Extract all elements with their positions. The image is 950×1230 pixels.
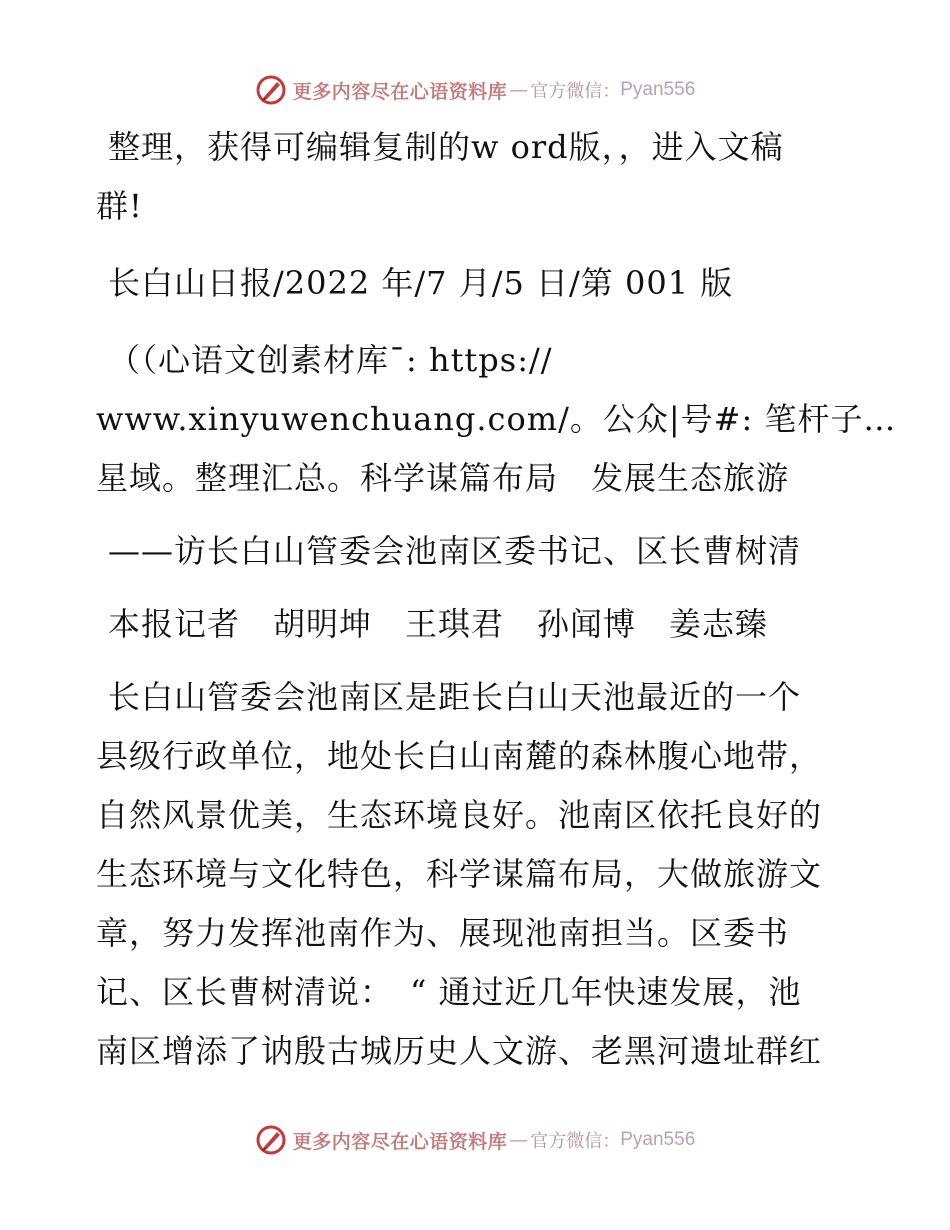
pen-logo-icon xyxy=(255,74,287,106)
pen-logo-icon xyxy=(255,1124,287,1156)
body-line: 生态环境与文化特色，科学谋篇布局，大做旅游文 xyxy=(96,855,823,893)
body-line: 南区增添了讷殷古城历史人文游、老黑河遗址群红 xyxy=(96,1032,823,1070)
reporters-byline: 本报记者 胡明坤 王琪君 孙闻博 姜志臻 xyxy=(108,605,769,643)
banner-wechat-label: 官方微信： xyxy=(530,81,621,102)
intro-line-1: 整理，获得可编辑复制的w ord版，，进入文稿 xyxy=(108,128,784,166)
body-line: 长白山管委会池南区是距长白山天池最近的一个 xyxy=(108,678,802,716)
article-subtitle: ——访长白山管委会池南区委书记、区长曹树清 xyxy=(108,532,802,570)
intro-line-2: 群! xyxy=(96,187,143,225)
body-line: 县级行政单位，地处长白山南麓的森林腹心地带， xyxy=(96,737,823,775)
source-line-2: www.xinyuwenchuang.com/。公众|号#: 笔杆子… xyxy=(96,400,897,438)
banner-main-text: 更多内容尽在心语资料库 xyxy=(292,1130,508,1153)
banner-wechat-id: Pyan556 xyxy=(620,79,696,100)
footer-watermark-banner xyxy=(0,1120,950,1160)
banner-main-text: 更多内容尽在心语资料库 xyxy=(292,80,508,103)
banner-wechat-id: Pyan556 xyxy=(620,1129,696,1150)
body-line: 自然风景优美，生态环境良好。池南区依托良好的 xyxy=(96,796,823,834)
banner-dash: — xyxy=(509,1129,529,1151)
dateline: 长白山日报/2022 年/7 月/5 日/第 001 版 xyxy=(108,264,734,302)
banner-dash: — xyxy=(509,79,529,101)
article-title: 星域。整理汇总。科学谋篇布局 发展生态旅游 xyxy=(96,459,790,497)
source-line-1: （（心语文创素材库¯: https:// xyxy=(108,341,553,379)
body-line: 记、区长曹树清说： “ 通过近几年快速发展，池 xyxy=(96,973,802,1011)
header-watermark-banner xyxy=(0,70,950,110)
document-body xyxy=(96,118,897,1081)
body-line: 章，努力发挥池南作为、展现池南担当。区委书 xyxy=(96,914,790,952)
banner-wechat-label: 官方微信： xyxy=(530,1131,621,1152)
